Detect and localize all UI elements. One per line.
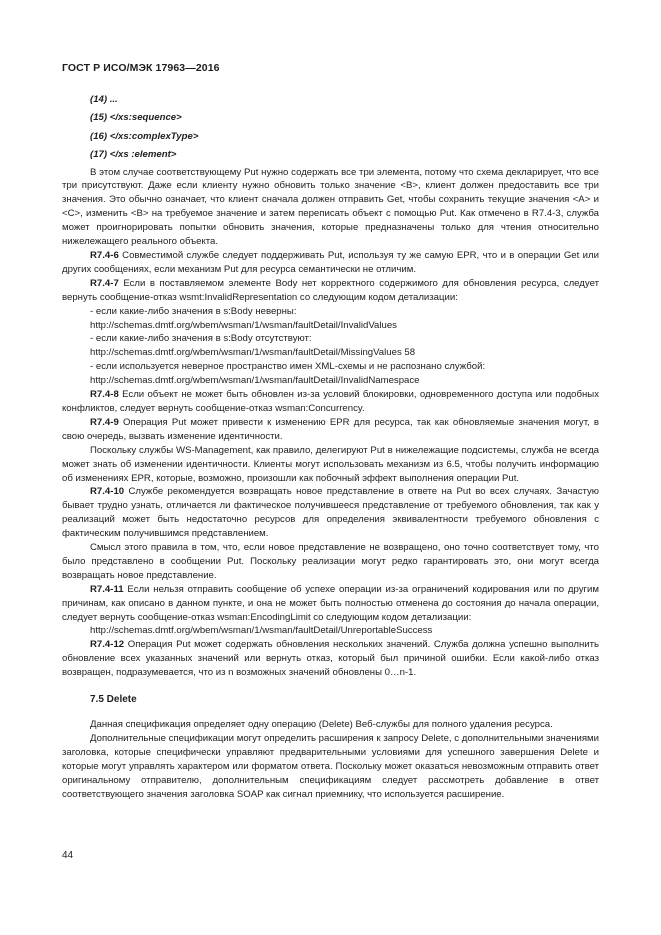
page-number: 44 bbox=[62, 850, 74, 861]
document-header: ГОСТ Р ИСО/МЭК 17963—2016 bbox=[62, 62, 220, 74]
paragraph: Смысл этого правила в том, что, если новое представление не возвращено, оно точно соответствует тому, что было представлено в сообщении Put. Поскольку реализации могут редко гарантировать это, они могут всегда возвращать новое представление. bbox=[62, 542, 599, 581]
requirement-text: Службе рекомендуется возвращать новое представление в ответе на Put во всех случаях. Зачастую бывает трудно узнать, отличается ли фактическое получившееся представление от требуемого обновления, так как у реализаций может быть недостаточно ресурсов для определения эквивалентности требуемого обновления с фактическим получившимся представлением. bbox=[62, 486, 599, 540]
requirement-label: R7.4-11 bbox=[90, 583, 124, 595]
paragraph: Поскольку службы WS-Management, как правило, делегируют Put в нижележащие подсистемы, служба не всегда может знать об изменении идентичности. Клиенты могут использовать механизм из 6.5, чтобы получить информацию об изменениях EPR, которые, возможно, произошли как побочный эффект выполнения операции Put. bbox=[62, 444, 599, 484]
fault-detail-url: http://schemas.dmtf.org/wbem/wsman/1/wsman/faultDetail/InvalidValues bbox=[90, 319, 397, 331]
code-line: (17) </xs :element> bbox=[90, 149, 177, 161]
requirement-r7-4-10 bbox=[62, 485, 599, 541]
section-heading: 7.5 Delete bbox=[90, 694, 137, 706]
requirement-r7-4-11 bbox=[62, 583, 599, 625]
requirement-label: R7.4-9 bbox=[90, 416, 119, 428]
requirement-r7-4-7 bbox=[62, 277, 599, 305]
code-line: (15) </xs:sequence> bbox=[90, 112, 182, 124]
requirement-label: R7.4-12 bbox=[90, 639, 125, 651]
requirement-text: Операция Put может привести к изменению EPR для ресурса, так как обновляемые значения могут, в свою очередь, вызвать изменение идентичности. bbox=[62, 416, 599, 442]
list-item: - если какие-либо значения в s:Body отсутствуют: bbox=[90, 333, 312, 345]
requirement-r7-4-8 bbox=[62, 388, 599, 416]
requirement-text: Если в поставляемом элементе Body нет корректного содержимого для обновления ресурса, следует вернуть сообщение-отказ wsmt:InvalidRepresentation со следующим кодом детализации: bbox=[62, 277, 599, 303]
fault-detail-url: http://schemas.dmtf.org/wbem/wsman/1/wsman/faultDetail/UnreportableSuccess bbox=[90, 625, 433, 637]
code-line: (16) </xs:complexType> bbox=[90, 130, 199, 142]
paragraph: Данная спецификация определяет одну операцию (Delete) Веб-службы для полного удаления ресурса. bbox=[90, 719, 553, 730]
requirement-label: R7.4-8 bbox=[90, 389, 119, 401]
requirement-text: Совместимой службе следует поддерживать Put, используя ту же самую EPR, что и в операции Get или других сообщениях, если механизм Put для ресурса семантически не отличим. bbox=[62, 250, 599, 275]
paragraph: В этом случае соответствующему Put нужно содержать все три элемента, потому что схема декларирует, что все три присутствуют. Даже если клиенту нужно обновить только значение <B>, клиент должен предоставить все три значения. Это обычно означает, что клиент сначала должен отправить Get, чтобы сохранить текущие значения <A> и <C>, изменить <B> на требуемое значение и затем переписать объект с помощью Put. Как отмечено в R7.4-3, служба может проигнорировать попытки обновить значения, которые предназначены только для чтения относительно нижележащего реального объекта. bbox=[62, 166, 599, 248]
list-item: - если какие-либо значения в s:Body неверны: bbox=[90, 305, 297, 317]
requirement-text: Если объект не может быть обновлен из-за условий блокировки, одновременного доступа или подобных конфликтов, следует вернуть сообщение-отказ wsman:Concurrency. bbox=[62, 389, 599, 414]
page-body bbox=[62, 92, 599, 801]
requirement-r7-4-9 bbox=[62, 416, 599, 444]
requirement-label: R7.4-6 bbox=[90, 250, 119, 261]
fault-detail-url: http://schemas.dmtf.org/wbem/wsman/1/wsman/faultDetail/InvalidNamespace bbox=[90, 375, 420, 387]
list-item: - если используется неверное пространство имен XML-схемы и не распознано службой: bbox=[90, 361, 486, 373]
requirement-r7-4-6 bbox=[62, 249, 599, 277]
requirement-r7-4-12 bbox=[62, 638, 599, 680]
requirement-label: R7.4-10 bbox=[90, 486, 125, 498]
fault-detail-url: http://schemas.dmtf.org/wbem/wsman/1/wsman/faultDetail/MissingValues 58 bbox=[90, 347, 416, 359]
requirement-label: R7.4-7 bbox=[90, 277, 119, 289]
requirement-text: Если нельзя отправить сообщение об успехе операции из-за ограничений кодирования или по другим причинам, как описано в данном пункте, и она не может быть полностью отменена до состояния до начала операции, следует вернуть сообщение-отказ wsman:EncodingLimit со следующим кодом детализации: bbox=[62, 583, 599, 623]
paragraph: Дополнительные спецификации могут определить расширения к запросу Delete, с дополнительными значениями заголовка, которые специфически управляют предварительными условиями для успешного завершения Delete и которые могут управлять характером или форматом ответа. Поскольку может оказаться невозможным отправить ответ оригинальному отправителю, дополнительным спецификациям следует рассмотреть добавление в ответ соответствующего значения заголовка SOAP как сигнал приемнику, что используется расширение. bbox=[62, 732, 599, 800]
code-line: (14) ... bbox=[90, 94, 118, 105]
requirement-text: Операция Put может содержать обновления нескольких значений. Служба должна успешно выполнить обновление всех указанных значений или вернуть отказ, который был причиной ошибки. Если какой-либо отказ возвращен, подразумевается, что из n возможных значений обновлены 0…n-1. bbox=[62, 639, 599, 679]
